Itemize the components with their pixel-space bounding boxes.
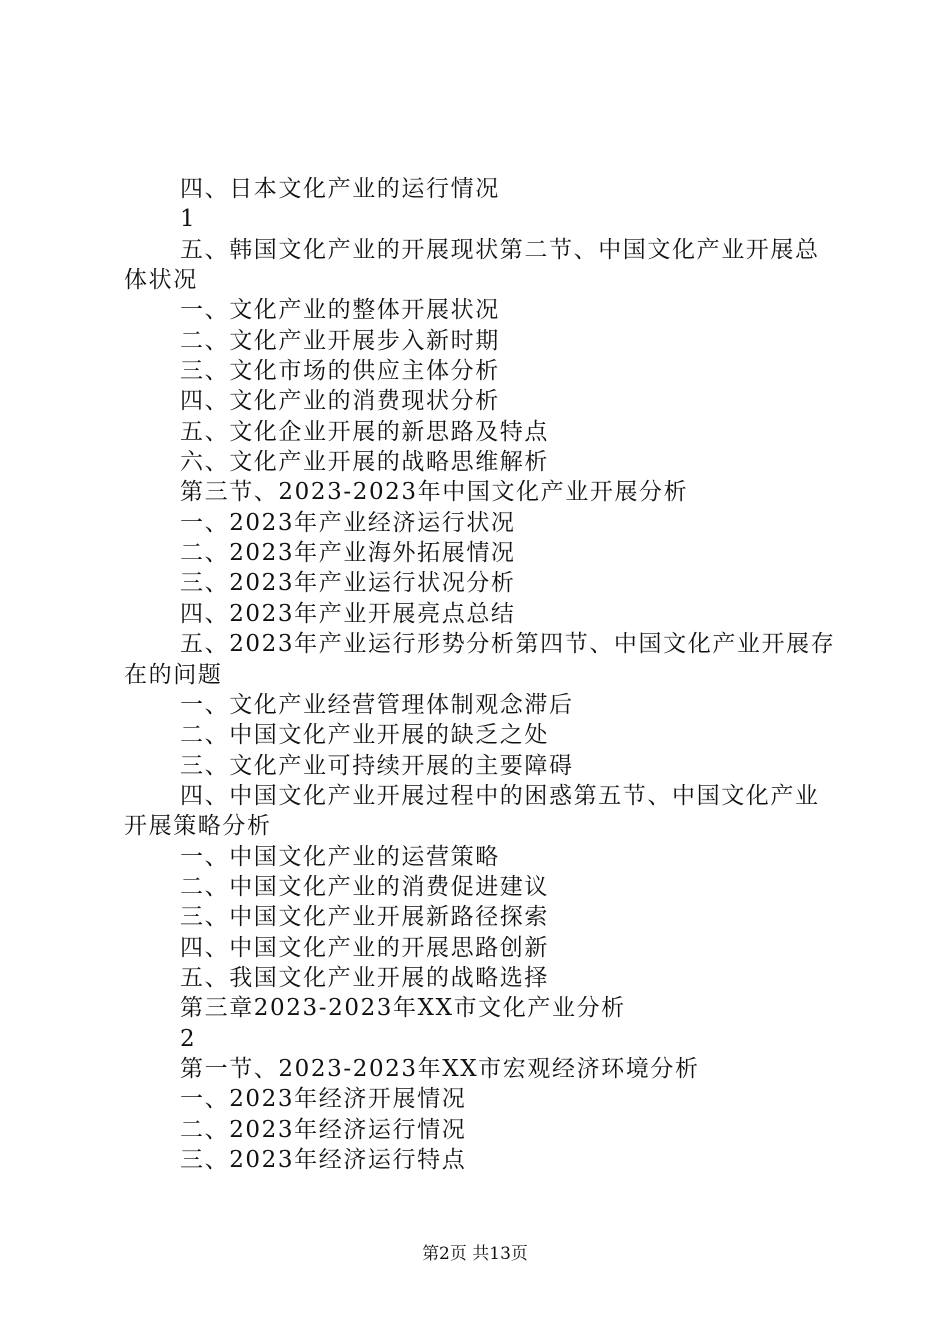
text-line: 四、2023年产业开展亮点总结 — [180, 600, 516, 627]
text-line: 四、日本文化产业的运行情况 — [180, 176, 500, 202]
section-heading: 第一节、2023-2023年XX市宏观经济环境分析 — [180, 1055, 700, 1082]
section-heading: 第三节、2023-2023年中国文化产业开展分析 — [180, 479, 689, 506]
text-line: 二、2023年经济运行情况 — [180, 1116, 467, 1143]
text-line: 二、中国文化产业开展的缺乏之处 — [180, 722, 549, 749]
text-line: 四、中国文化产业开展过程中的困惑第五节、中国文化产业 — [180, 782, 820, 809]
text-line: 三、2023年经济运行特点 — [180, 1147, 467, 1173]
page-footer — [0, 1243, 950, 1265]
text-line-continuation: 开展策略分析 — [124, 813, 272, 840]
page-counter: 第2页 共13页 — [422, 1244, 528, 1264]
text-line: 二、2023年产业海外拓展情况 — [180, 540, 516, 567]
text-line: 三、中国文化产业开展新路径探索 — [180, 904, 549, 931]
text-line: 四、文化产业的消费现状分析 — [180, 388, 500, 415]
text-line: 三、文化产业可持续开展的主要障碍 — [180, 752, 574, 779]
text-line: 一、中国文化产业的运营策略 — [180, 843, 500, 870]
document-body — [0, 174, 950, 1175]
text-line: 五、韩国文化产业的开展现状第二节、中国文化产业开展总 — [180, 236, 820, 263]
text-line: 六、文化产业开展的战略思维解析 — [180, 449, 549, 476]
text-line: 一、2023年产业经济运行状况 — [180, 509, 516, 536]
text-line-continuation: 在的问题 — [124, 661, 223, 688]
page-number-marker: 2 — [180, 1025, 197, 1052]
text-line: 五、文化企业开展的新思路及特点 — [180, 418, 549, 445]
page-number-marker: 1 — [180, 206, 197, 233]
text-line: 四、中国文化产业的开展思路创新 — [180, 934, 549, 961]
text-line: 二、中国文化产业的消费促进建议 — [180, 873, 549, 900]
text-line: 三、2023年产业运行状况分析 — [180, 570, 516, 597]
text-line: 五、我国文化产业开展的战略选择 — [180, 964, 549, 991]
text-line: 三、文化市场的供应主体分析 — [180, 358, 500, 385]
text-line-continuation: 体状况 — [124, 267, 198, 294]
chapter-heading: 第三章2023-2023年XX市文化产业分析 — [180, 995, 626, 1022]
text-line: 一、文化产业的整体开展状况 — [180, 297, 500, 324]
text-line: 一、文化产业经营管理体制观念滞后 — [180, 691, 574, 718]
text-line: 五、2023年产业运行形势分析第四节、中国文化产业开展存 — [180, 631, 836, 658]
text-line: 一、2023年经济开展情况 — [180, 1086, 467, 1113]
text-line: 二、文化产业开展步入新时期 — [180, 327, 500, 354]
